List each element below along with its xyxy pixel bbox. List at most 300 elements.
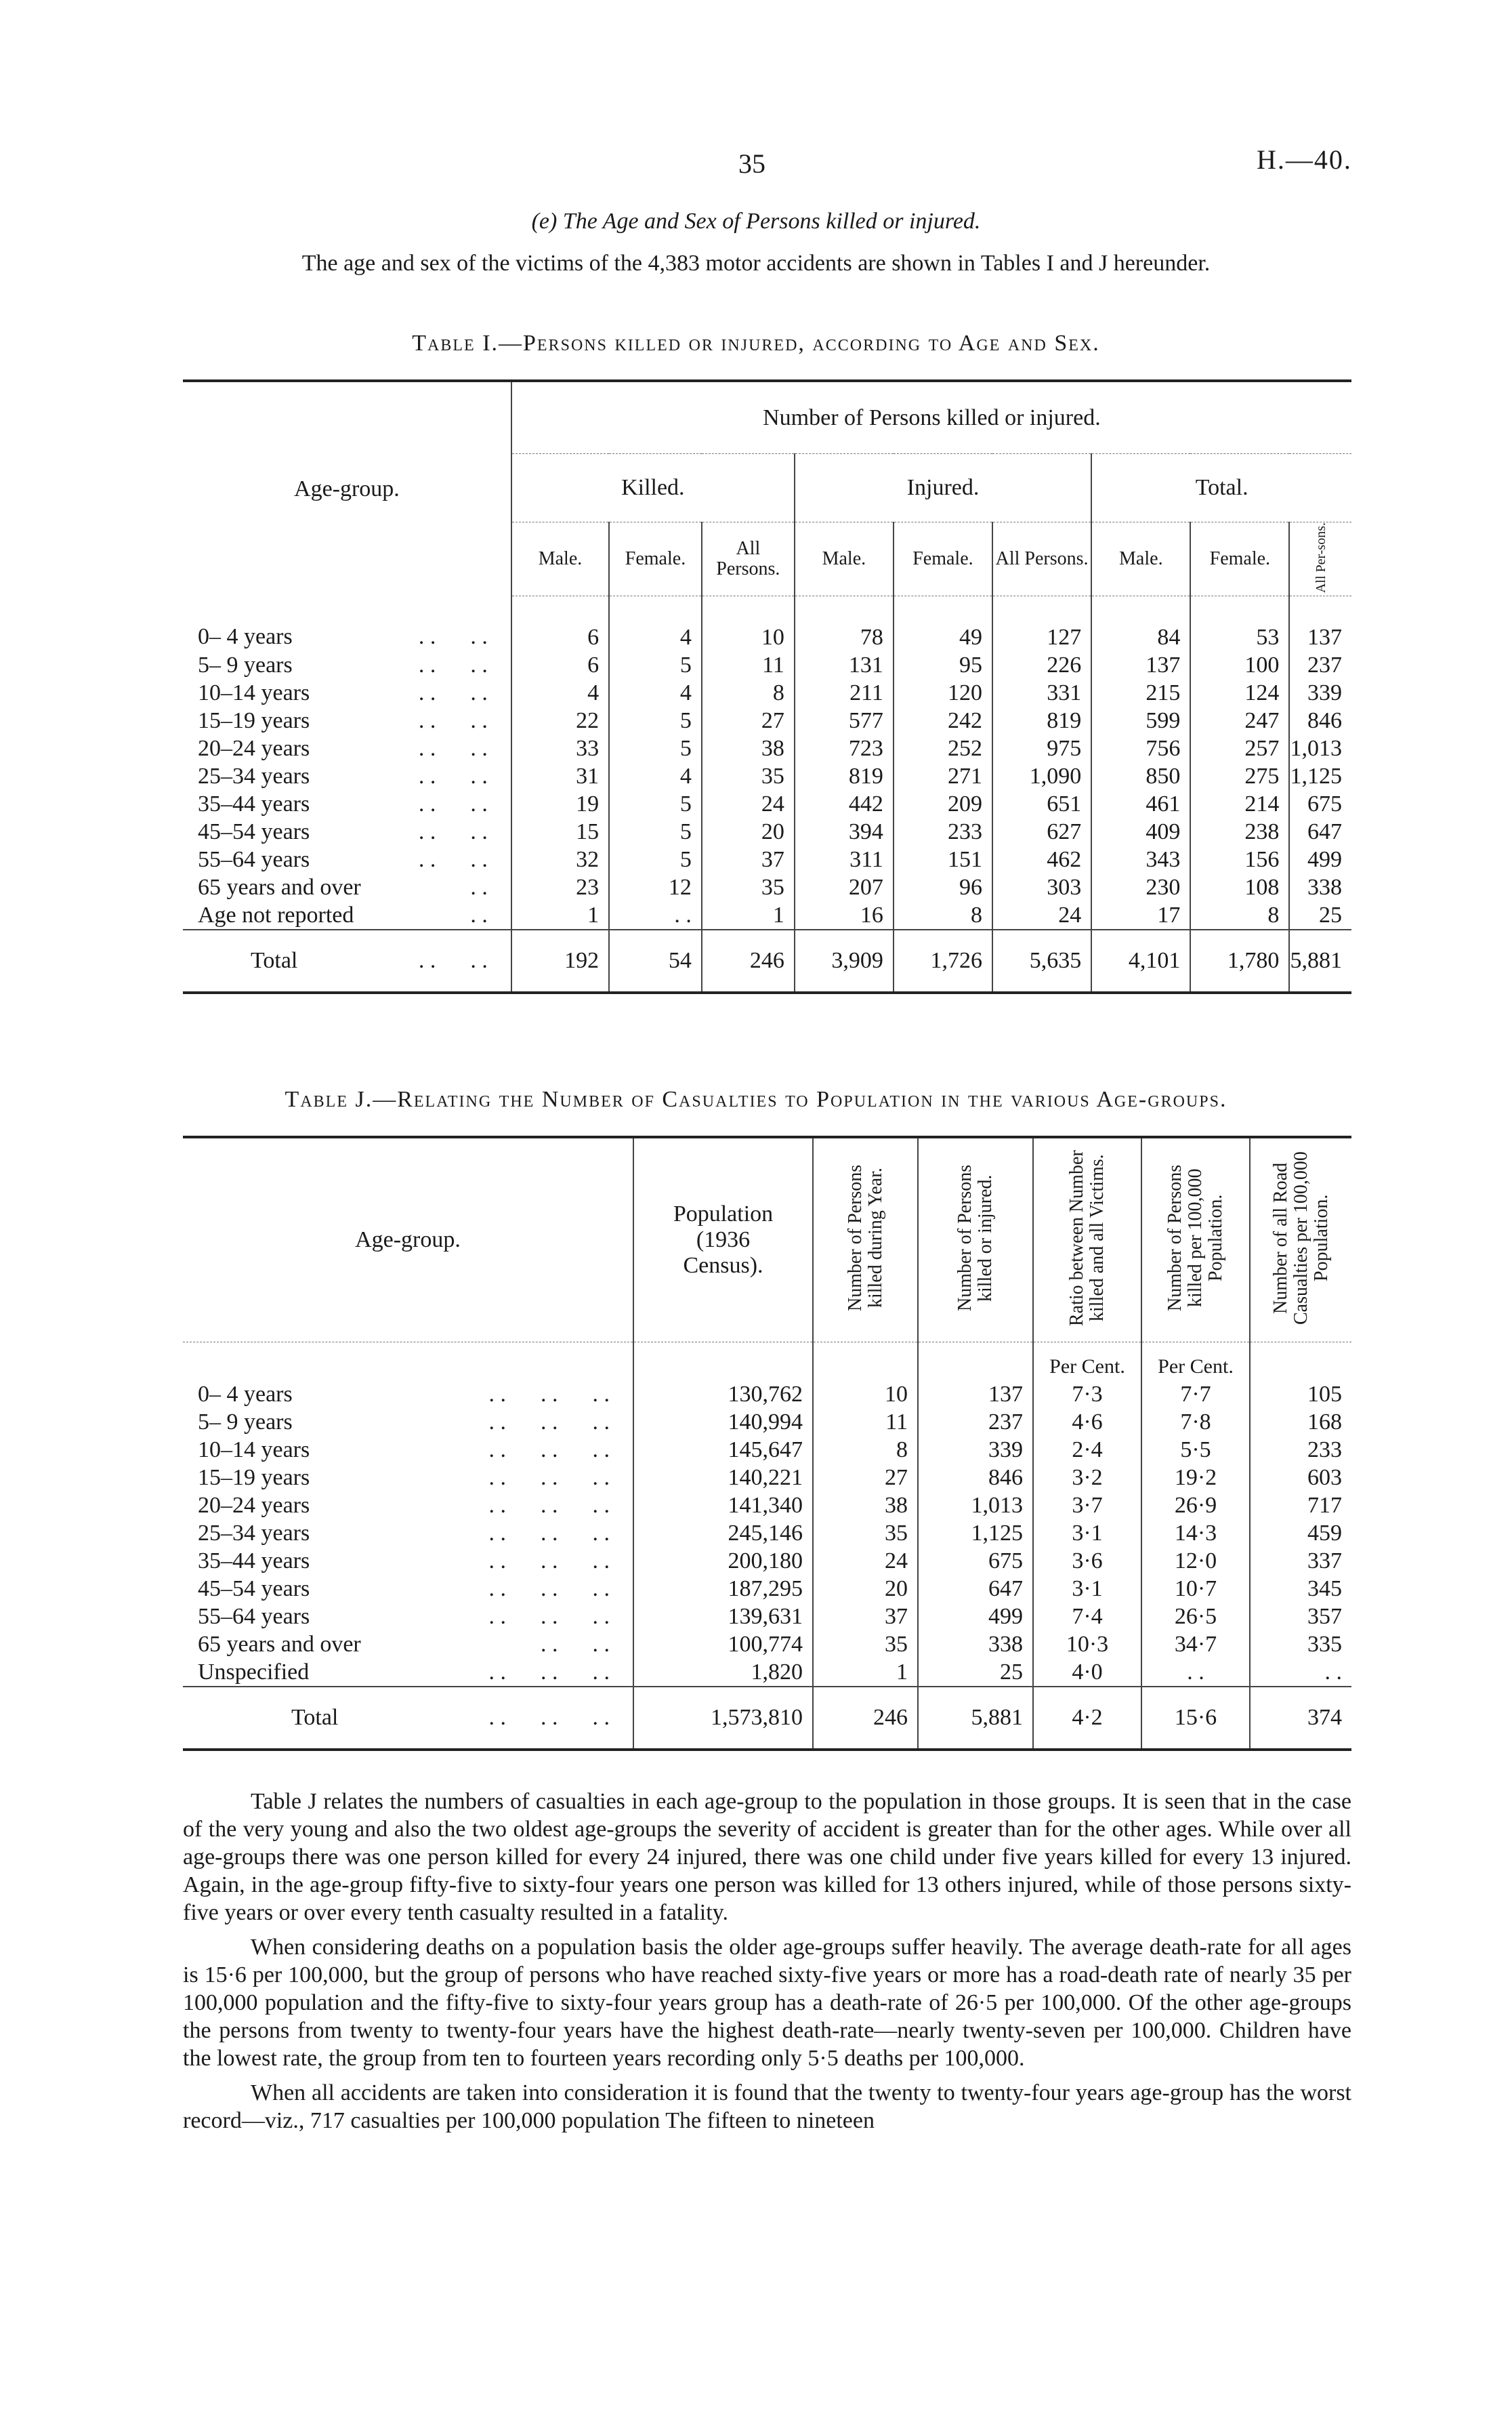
table-row <box>183 762 1351 790</box>
cell-total-t-a: 5,881 <box>1289 930 1351 993</box>
age-label: Unspecified <box>198 1659 310 1685</box>
cell-crate: 233 <box>1250 1436 1351 1464</box>
cell-t-a: 25 <box>1289 901 1351 930</box>
cell-i-m: 78 <box>795 596 894 652</box>
cell-i-a: 819 <box>992 707 1091 735</box>
cell-pop: 187,295 <box>633 1575 813 1603</box>
cell-k-a: 37 <box>702 846 795 873</box>
cell-ratio: 4·0 <box>1033 1658 1141 1687</box>
row-age-group <box>183 1464 633 1491</box>
cell-i-a: 975 <box>992 735 1091 762</box>
leader-dots: . . . . . . <box>488 1520 610 1546</box>
cell-krate: 10·7 <box>1141 1575 1250 1603</box>
cell-i-f: 233 <box>894 818 992 846</box>
row-age-group <box>183 846 511 873</box>
table-j-header-killed-rate-label: Number of Persons killed per 100,000 Population. <box>1164 1164 1226 1311</box>
units-spacer <box>1250 1342 1351 1381</box>
age-label: 45–54 years <box>198 1575 310 1601</box>
units-spacer <box>813 1342 918 1381</box>
table-i-header-agegroup: Age-group. <box>294 476 400 501</box>
cell-k-f: 12 <box>609 873 702 901</box>
cell-killed: 20 <box>813 1575 918 1603</box>
total-label: Total <box>251 948 298 974</box>
table-row <box>183 846 1351 873</box>
cell-total-killed: 246 <box>813 1687 918 1750</box>
col-killed-all: All Persons. <box>702 522 795 596</box>
cell-pop: 100,774 <box>633 1630 813 1658</box>
cell-i-f: 95 <box>894 651 992 679</box>
page-number: 35 <box>738 148 765 179</box>
cell-i-f: 49 <box>894 596 992 652</box>
cell-killed: 37 <box>813 1603 918 1630</box>
cell-crate: 337 <box>1250 1547 1351 1575</box>
cell-krate: 7·7 <box>1141 1380 1250 1408</box>
cell-ratio: 7·4 <box>1033 1603 1141 1630</box>
table-i-header-total: Total. <box>1091 454 1351 522</box>
cell-pop: 140,221 <box>633 1464 813 1491</box>
row-age-group <box>183 818 511 846</box>
cell-pop: 139,631 <box>633 1603 813 1630</box>
total-label: Total <box>291 1705 339 1730</box>
age-label: 45–54 years <box>198 819 310 844</box>
cell-total-k-m: 192 <box>511 930 609 993</box>
cell-pop: 140,994 <box>633 1408 813 1436</box>
cell-cas: 25 <box>918 1658 1033 1687</box>
cell-pop: 141,340 <box>633 1491 813 1519</box>
row-age-group <box>183 1380 633 1408</box>
table-j-header-casualty-rate <box>1250 1137 1351 1342</box>
cell-i-m: 311 <box>795 846 894 873</box>
cell-t-f: 100 <box>1190 651 1289 679</box>
paragraph-2: When considering deaths on a population basis the older age-groups suffer heavily. The average death-rate for all ages is 15·6 per 100,000, but the group of persons who have reached sixty-five years or more has a road-death rate of nearly 35 per 100,000 population and the fifty-five to sixty-four years group has a death-rate of 26·5 per 100,000. Of the other age-groups the persons from twenty to twenty-four years have the highest death-rate—nearly twenty-seven per 100,000. Children have the lowest rate, the group from ten to fourteen years recording only 5·5 deaths per 100,000. <box>183 1935 1351 2071</box>
leader-dots: . . . . . . <box>488 1575 610 1601</box>
cell-total-cas: 5,881 <box>918 1687 1033 1750</box>
table-j-header-ratio-label: Ratio between Number killed and all Victims. <box>1066 1149 1108 1326</box>
cell-t-m: 343 <box>1091 846 1190 873</box>
table-row <box>183 818 1351 846</box>
row-age-group <box>183 596 511 652</box>
cell-i-m: 723 <box>795 735 894 762</box>
cell-pop: 130,762 <box>633 1380 813 1408</box>
cell-krate: 26·5 <box>1141 1603 1250 1630</box>
row-age-group <box>183 901 511 930</box>
age-label: 10–14 years <box>198 680 310 705</box>
cell-k-a: 11 <box>702 651 795 679</box>
leader-dots: . . <box>470 874 488 900</box>
table-row <box>183 596 1351 652</box>
table-row <box>183 1658 1351 1687</box>
row-age-group <box>183 762 511 790</box>
row-age-group <box>183 1575 633 1603</box>
cell-i-a: 1,090 <box>992 762 1091 790</box>
cell-killed: 24 <box>813 1547 918 1575</box>
cell-ratio: 3·7 <box>1033 1491 1141 1519</box>
cell-t-a: 499 <box>1289 846 1351 873</box>
table-j-header-casualties <box>918 1137 1033 1342</box>
cell-k-m: 22 <box>511 707 609 735</box>
cell-k-f: . . <box>609 901 702 930</box>
cell-t-m: 461 <box>1091 790 1190 818</box>
cell-k-f: 5 <box>609 790 702 818</box>
cell-k-m: 6 <box>511 651 609 679</box>
cell-t-a: 137 <box>1289 596 1351 652</box>
table-j-header-population-label: Population (1936 Census). <box>673 1201 774 1278</box>
cell-k-f: 5 <box>609 651 702 679</box>
cell-t-m: 215 <box>1091 679 1190 707</box>
cell-i-a: 462 <box>992 846 1091 873</box>
row-age-group <box>183 1491 633 1519</box>
cell-i-a: 651 <box>992 790 1091 818</box>
table-row <box>183 1575 1351 1603</box>
cell-t-m: 599 <box>1091 707 1190 735</box>
table-j-header-casualty-rate-label: Number of all Road Casualties per 100,000 Population. <box>1269 1151 1332 1325</box>
unit-ratio: Per Cent. <box>1033 1342 1141 1381</box>
age-label: 25–34 years <box>198 763 310 789</box>
cell-i-a: 627 <box>992 818 1091 846</box>
table-j-caption: Table J.—Relating the Number of Casualties to Population in the various Age-groups. <box>285 1087 1227 1112</box>
cell-krate: 7·8 <box>1141 1408 1250 1436</box>
cell-total-t-m: 4,101 <box>1091 930 1190 993</box>
cell-i-a: 303 <box>992 873 1091 901</box>
table-row <box>183 1464 1351 1491</box>
age-label: Age not reported <box>198 902 354 928</box>
row-age-group <box>183 679 511 707</box>
cell-k-m: 23 <box>511 873 609 901</box>
leader-dots: . . . . <box>418 735 488 761</box>
cell-killed: 1 <box>813 1658 918 1687</box>
leader-dots: . . . . <box>418 652 488 678</box>
col-injured-female: Female. <box>894 522 992 596</box>
leader-dots: . . . . . . <box>488 1603 610 1629</box>
row-age-group <box>183 1547 633 1575</box>
cell-total-i-f: 1,726 <box>894 930 992 993</box>
cell-i-m: 577 <box>795 707 894 735</box>
cell-k-m: 32 <box>511 846 609 873</box>
leader-dots: . . . . <box>418 624 488 650</box>
cell-crate: 603 <box>1250 1464 1351 1491</box>
cell-t-m: 137 <box>1091 651 1190 679</box>
row-age-group <box>183 873 511 901</box>
age-label: 15–19 years <box>198 707 310 733</box>
leader-dots: . . . . <box>418 707 488 733</box>
cell-total-k-a: 246 <box>702 930 795 993</box>
leader-dots: . . . . <box>418 680 488 705</box>
cell-cas: 339 <box>918 1436 1033 1464</box>
cell-killed: 27 <box>813 1464 918 1491</box>
cell-t-m: 84 <box>1091 596 1190 652</box>
cell-t-a: 675 <box>1289 790 1351 818</box>
intro-text: The age and sex of the victims of the 4,383 motor accidents are shown in Tables I and J hereunder. <box>301 251 1211 276</box>
cell-total-i-m: 3,909 <box>795 930 894 993</box>
table-j-header-population <box>633 1137 813 1342</box>
units-spacer <box>918 1342 1033 1381</box>
cell-k-m: 6 <box>511 596 609 652</box>
cell-t-f: 8 <box>1190 901 1289 930</box>
cell-i-a: 24 <box>992 901 1091 930</box>
cell-t-f: 108 <box>1190 873 1289 901</box>
table-j-header-killed-rate <box>1141 1137 1250 1342</box>
age-label: 20–24 years <box>198 735 310 761</box>
table-row <box>183 901 1351 930</box>
cell-k-a: 24 <box>702 790 795 818</box>
cell-t-m: 756 <box>1091 735 1190 762</box>
cell-cas: 338 <box>918 1630 1033 1658</box>
cell-t-a: 1,125 <box>1289 762 1351 790</box>
cell-i-f: 252 <box>894 735 992 762</box>
cell-crate: 168 <box>1250 1408 1351 1436</box>
cell-krate: 26·9 <box>1141 1491 1250 1519</box>
age-label: 35–44 years <box>198 1548 310 1573</box>
cell-t-a: 1,013 <box>1289 735 1351 762</box>
leader-dots: . . . . <box>418 763 488 789</box>
age-label: 0– 4 years <box>198 1381 293 1407</box>
cell-krate: 12·0 <box>1141 1547 1250 1575</box>
age-label: 35–44 years <box>198 791 310 817</box>
age-label: 5– 9 years <box>198 1409 293 1435</box>
cell-t-f: 53 <box>1190 596 1289 652</box>
cell-k-f: 4 <box>609 679 702 707</box>
age-label: 65 years and over <box>198 874 361 900</box>
cell-killed: 8 <box>813 1436 918 1464</box>
cell-i-m: 442 <box>795 790 894 818</box>
table-j-header-killed <box>813 1137 918 1342</box>
age-label: 55–64 years <box>198 1603 310 1629</box>
cell-i-f: 242 <box>894 707 992 735</box>
cell-t-m: 850 <box>1091 762 1190 790</box>
cell-total-krate: 15·6 <box>1141 1687 1250 1750</box>
table-row <box>183 735 1351 762</box>
col-killed-female: Female. <box>609 522 702 596</box>
cell-k-m: 1 <box>511 901 609 930</box>
paragraph-3: When all accidents are taken into consideration it is found that the twenty to twenty-four years age-group has the worst record—viz., 717 casualties per 100,000 population The fifteen to nineteen <box>183 2080 1351 2133</box>
cell-i-a: 226 <box>992 651 1091 679</box>
cell-ratio: 10·3 <box>1033 1630 1141 1658</box>
cell-k-a: 38 <box>702 735 795 762</box>
leader-dots: . . . . . . <box>488 1548 610 1573</box>
cell-i-f: 209 <box>894 790 992 818</box>
cell-krate: 5·5 <box>1141 1436 1250 1464</box>
cell-krate: 19·2 <box>1141 1464 1250 1491</box>
table-row <box>183 707 1351 735</box>
cell-k-f: 4 <box>609 596 702 652</box>
leader-dots: . . . . <box>418 846 488 872</box>
cell-t-f: 156 <box>1190 846 1289 873</box>
table-total-row <box>183 1687 1351 1750</box>
table-row <box>183 651 1351 679</box>
cell-cas: 1,125 <box>918 1519 1033 1547</box>
col-total-all <box>1289 522 1351 596</box>
table-i <box>183 379 1351 994</box>
table-j-header-casualties-label: Number of Persons killed or injured. <box>954 1164 996 1311</box>
table-row <box>183 1519 1351 1547</box>
row-age-group <box>183 735 511 762</box>
cell-total-pop: 1,573,810 <box>633 1687 813 1750</box>
cell-cas: 237 <box>918 1408 1033 1436</box>
cell-t-m: 17 <box>1091 901 1190 930</box>
cell-i-m: 819 <box>795 762 894 790</box>
leader-dots: . . . . . . <box>488 1437 610 1462</box>
cell-cas: 499 <box>918 1603 1033 1630</box>
table-row <box>183 1408 1351 1436</box>
table-j <box>183 1136 1351 1751</box>
leader-dots: . . . . . . <box>488 1659 610 1685</box>
cell-t-f: 257 <box>1190 735 1289 762</box>
table-row <box>183 679 1351 707</box>
cell-i-a: 127 <box>992 596 1091 652</box>
unit-killed-rate: Per Cent. <box>1141 1342 1250 1381</box>
leader-dots: . . . . . . <box>488 1464 610 1490</box>
cell-k-f: 4 <box>609 762 702 790</box>
cell-i-f: 8 <box>894 901 992 930</box>
leader-dots: . . . . <box>418 819 488 844</box>
cell-t-f: 214 <box>1190 790 1289 818</box>
cell-k-a: 20 <box>702 818 795 846</box>
cell-cas: 675 <box>918 1547 1033 1575</box>
row-age-group <box>183 790 511 818</box>
cell-i-f: 151 <box>894 846 992 873</box>
cell-ratio: 3·1 <box>1033 1575 1141 1603</box>
cell-total-ratio: 4·2 <box>1033 1687 1141 1750</box>
cell-k-m: 31 <box>511 762 609 790</box>
table-j-header-killed-label: Number of Persons killed during Year. <box>844 1164 886 1311</box>
age-label: 5– 9 years <box>198 652 293 678</box>
cell-t-a: 339 <box>1289 679 1351 707</box>
cell-k-f: 5 <box>609 846 702 873</box>
cell-t-a: 846 <box>1289 707 1351 735</box>
body-text <box>183 1788 1351 2141</box>
cell-pop: 145,647 <box>633 1436 813 1464</box>
cell-pop: 1,820 <box>633 1658 813 1687</box>
leader-dots: . . . . <box>541 1631 610 1657</box>
cell-crate: 345 <box>1250 1575 1351 1603</box>
cell-pop: 245,146 <box>633 1519 813 1547</box>
col-total-male: Male. <box>1091 522 1190 596</box>
table-j-header-ratio <box>1033 1137 1141 1342</box>
cell-k-m: 33 <box>511 735 609 762</box>
cell-killed: 35 <box>813 1630 918 1658</box>
row-total-label <box>183 1687 633 1750</box>
leader-dots: . . . . <box>418 948 488 974</box>
table-row <box>183 1603 1351 1630</box>
cell-krate: 34·7 <box>1141 1630 1250 1658</box>
cell-i-m: 207 <box>795 873 894 901</box>
cell-i-m: 211 <box>795 679 894 707</box>
units-spacer <box>633 1342 813 1381</box>
cell-k-m: 19 <box>511 790 609 818</box>
cell-ratio: 3·2 <box>1033 1464 1141 1491</box>
cell-ratio: 3·1 <box>1033 1519 1141 1547</box>
table-row <box>183 790 1351 818</box>
cell-killed: 11 <box>813 1408 918 1436</box>
table-row <box>183 873 1351 901</box>
cell-crate: 459 <box>1250 1519 1351 1547</box>
cell-k-m: 15 <box>511 818 609 846</box>
age-label: 10–14 years <box>198 1437 310 1462</box>
cell-cas: 137 <box>918 1380 1033 1408</box>
cell-k-f: 5 <box>609 818 702 846</box>
row-age-group <box>183 707 511 735</box>
cell-t-f: 275 <box>1190 762 1289 790</box>
cell-cas: 647 <box>918 1575 1033 1603</box>
table-row <box>183 1380 1351 1408</box>
cell-killed: 38 <box>813 1491 918 1519</box>
cell-i-m: 131 <box>795 651 894 679</box>
cell-ratio: 4·6 <box>1033 1408 1141 1436</box>
cell-crate: 335 <box>1250 1630 1351 1658</box>
cell-t-f: 124 <box>1190 679 1289 707</box>
col-injured-all: All Persons. <box>992 522 1091 596</box>
leader-dots: . . . . . . <box>488 1409 610 1435</box>
cell-k-a: 35 <box>702 873 795 901</box>
cell-t-f: 238 <box>1190 818 1289 846</box>
row-age-group <box>183 1408 633 1436</box>
leader-dots: . . . . . . <box>488 1705 610 1730</box>
row-total-label <box>183 930 511 993</box>
cell-total-i-a: 5,635 <box>992 930 1091 993</box>
cell-pop: 200,180 <box>633 1547 813 1575</box>
table-j-header-agegroup: Age-group. <box>183 1137 633 1342</box>
cell-k-a: 10 <box>702 596 795 652</box>
cell-t-a: 647 <box>1289 818 1351 846</box>
col-injured-male: Male. <box>795 522 894 596</box>
age-label: 65 years and over <box>198 1631 361 1657</box>
paragraph-1: Table J relates the numbers of casualties in each age-group to the population in those groups. It is seen that in the case of the very young and also the two oldest age-groups the severity of accident is greater than for the other ages. While over all age-groups there was one person killed for every 24 injured, there was one child under five years killed for every 13 injured. Again, in the age-group fifty-five to sixty-four years one person was killed for 13 others injured, while of those persons sixty-five years or over every tenth casualty resulted in a fatality. <box>183 1789 1351 1925</box>
leader-dots: . . . . . . <box>488 1492 610 1518</box>
cell-ratio: 7·3 <box>1033 1380 1141 1408</box>
cell-k-a: 35 <box>702 762 795 790</box>
cell-t-m: 409 <box>1091 818 1190 846</box>
cell-crate: 717 <box>1250 1491 1351 1519</box>
cell-total-crate: 374 <box>1250 1687 1351 1750</box>
cell-total-t-f: 1,780 <box>1190 930 1289 993</box>
cell-crate: 105 <box>1250 1380 1351 1408</box>
cell-killed: 10 <box>813 1380 918 1408</box>
cell-k-f: 5 <box>609 707 702 735</box>
cell-t-a: 338 <box>1289 873 1351 901</box>
row-age-group <box>183 1436 633 1464</box>
row-age-group <box>183 1603 633 1630</box>
table-row <box>183 1436 1351 1464</box>
table-i-caption: Table I.—Persons killed or injured, according to Age and Sex. <box>412 331 1100 356</box>
cell-i-m: 394 <box>795 818 894 846</box>
cell-crate: 357 <box>1250 1603 1351 1630</box>
cell-killed: 35 <box>813 1519 918 1547</box>
cell-k-f: 5 <box>609 735 702 762</box>
cell-i-f: 96 <box>894 873 992 901</box>
cell-ratio: 2·4 <box>1033 1436 1141 1464</box>
cell-k-a: 8 <box>702 679 795 707</box>
cell-t-m: 230 <box>1091 873 1190 901</box>
table-row <box>183 1547 1351 1575</box>
table-i-header-main: Number of Persons killed or injured. <box>511 381 1351 454</box>
table-i-header-injured: Injured. <box>795 454 1091 522</box>
age-label: 55–64 years <box>198 846 310 872</box>
cell-i-f: 271 <box>894 762 992 790</box>
cell-k-a: 1 <box>702 901 795 930</box>
cell-total-k-f: 54 <box>609 930 702 993</box>
cell-i-f: 120 <box>894 679 992 707</box>
units-spacer <box>183 1342 633 1381</box>
cell-k-a: 27 <box>702 707 795 735</box>
cell-k-m: 4 <box>511 679 609 707</box>
cell-ratio: 3·6 <box>1033 1547 1141 1575</box>
table-total-row <box>183 930 1351 993</box>
age-label: 15–19 years <box>198 1464 310 1490</box>
cell-cas: 1,013 <box>918 1491 1033 1519</box>
cell-i-m: 16 <box>795 901 894 930</box>
row-age-group <box>183 1519 633 1547</box>
leader-dots: . . . . <box>418 791 488 817</box>
